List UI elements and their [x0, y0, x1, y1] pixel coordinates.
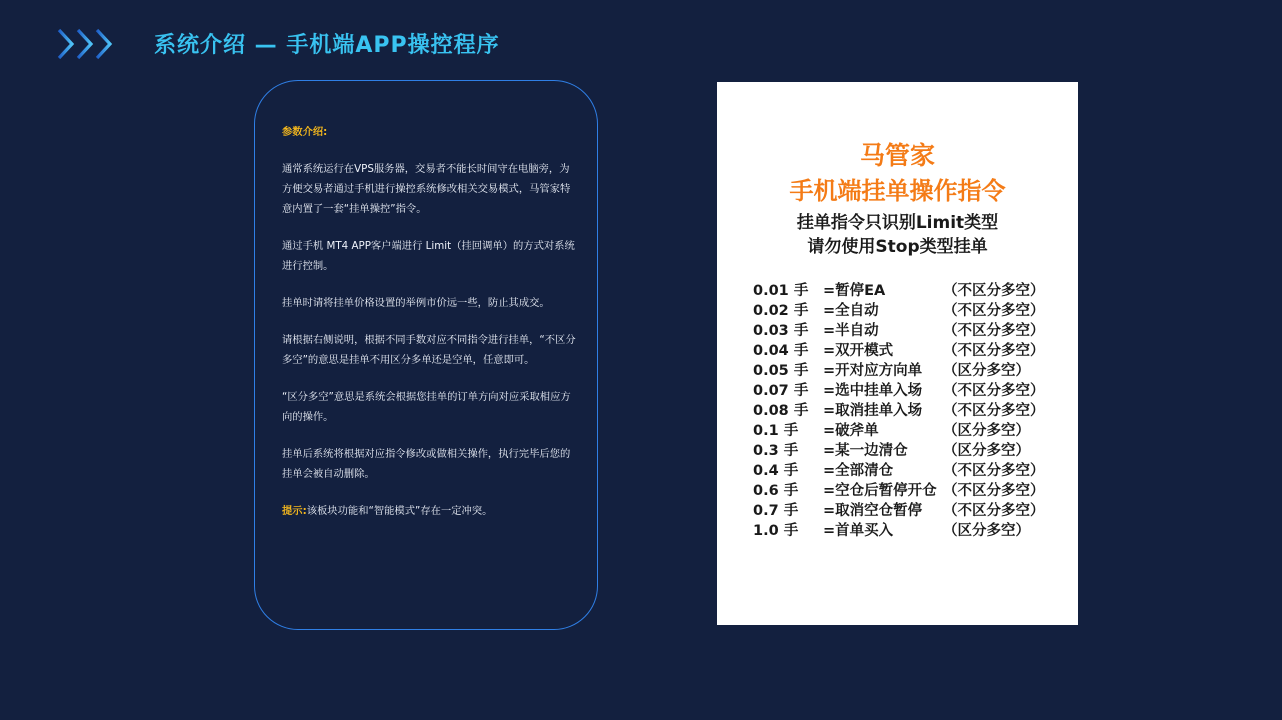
- command-row: [753, 319, 1073, 339]
- command-action: =开对应方向单: [823, 363, 923, 379]
- command-list: [753, 279, 1073, 539]
- panel-title: 马管家: [859, 141, 935, 170]
- command-panel-image: [717, 82, 1078, 625]
- command-action: =取消空仓暂停: [823, 503, 923, 519]
- command-direction: （不区分多空）: [943, 403, 1045, 419]
- command-row: [753, 419, 1073, 439]
- command-action: =取消挂单入场: [823, 403, 923, 419]
- command-row: [753, 519, 1073, 539]
- command-row: [753, 299, 1073, 319]
- command-lot: 0.1 手: [753, 423, 799, 439]
- panel-subtitle-2: 请勿使用Stop类型挂单: [807, 237, 988, 257]
- intro-paragraph: 通过手机 MT4 APP客户端进行 Limit（挂回调单）的方式对系统进行控制。: [282, 240, 575, 272]
- intro-paragraph: 挂单时请将挂单价格设置的举例市价远一些，防止其成交。: [282, 297, 550, 309]
- command-action: =空仓后暂停开仓: [823, 483, 937, 499]
- command-direction: （区分多空）: [943, 443, 1030, 459]
- command-row: [753, 459, 1073, 479]
- command-action: =某一边清仓: [823, 443, 908, 459]
- triple-chevron-right-icon: [56, 27, 120, 61]
- command-action: =半自动: [823, 323, 879, 339]
- panel-title-2: 手机端挂单操作指令: [789, 177, 1006, 205]
- command-action: =选中挂单入场: [823, 383, 923, 399]
- panel-subtitle: 挂单指令只识别Limit类型: [796, 213, 999, 233]
- command-lot: 0.4 手: [753, 463, 799, 479]
- command-row: [753, 399, 1073, 419]
- command-direction: （不区分多空）: [943, 283, 1045, 299]
- intro-paragraph: “区分多空”意思是系统会根据您挂单的订单方向对应采取相应方向的操作。: [282, 391, 571, 423]
- command-row: [753, 499, 1073, 519]
- command-direction: （不区分多空）: [943, 323, 1045, 339]
- command-lot: 0.02 手: [753, 303, 809, 319]
- command-lot: 1.0 手: [753, 523, 799, 539]
- command-lot: 0.05 手: [753, 363, 809, 379]
- intro-text: [282, 122, 577, 538]
- intro-heading: 参数介绍:: [282, 126, 328, 138]
- command-direction: （不区分多空）: [943, 303, 1045, 319]
- tip-label: 提示:: [282, 505, 307, 517]
- slide-title: 系统介绍 — 手机端APP操控程序: [154, 33, 500, 58]
- intro-paragraph: 挂单后系统将根据对应指令修改或做相关操作，执行完毕后您的挂单会被自动删除。: [282, 448, 571, 480]
- command-direction: （不区分多空）: [943, 483, 1045, 499]
- command-action: =全部清仓: [823, 463, 894, 479]
- command-lot: 0.04 手: [753, 343, 809, 359]
- command-lot: 0.6 手: [753, 483, 799, 499]
- intro-paragraph: 请根据右侧说明，根据不同手数对应不同指令进行挂单，“不区分多空”的意思是挂单不用区分多单还是空单，任意即可。: [282, 334, 576, 366]
- intro-tip: [282, 501, 577, 521]
- command-direction: （不区分多空）: [943, 383, 1045, 399]
- command-lot: 0.03 手: [753, 323, 809, 339]
- command-row: [753, 439, 1073, 459]
- command-direction: （区分多空）: [943, 523, 1030, 539]
- command-action: =全自动: [823, 303, 879, 319]
- command-row: [753, 359, 1073, 379]
- command-action: =暂停EA: [823, 283, 886, 299]
- command-action: =首单买入: [823, 523, 894, 539]
- command-direction: （不区分多空）: [943, 463, 1045, 479]
- command-direction: （不区分多空）: [943, 503, 1045, 519]
- command-row: [753, 339, 1073, 359]
- command-lot: 0.3 手: [753, 443, 799, 459]
- command-lot: 0.08 手: [753, 403, 809, 419]
- tip-text: 该板块功能和“智能模式”存在一定冲突。: [306, 505, 493, 517]
- command-row: [753, 379, 1073, 399]
- command-lot: 0.07 手: [753, 383, 809, 399]
- command-direction: （区分多空）: [943, 423, 1030, 439]
- command-row: [753, 279, 1073, 299]
- command-action: =破斧单: [823, 423, 879, 439]
- command-direction: （区分多空）: [943, 363, 1030, 379]
- command-row: [753, 479, 1073, 499]
- command-action: =双开模式: [823, 343, 894, 359]
- intro-paragraph: 通常系统运行在VPS服务器，交易者不能长时间守在电脑旁，为方便交易者通过手机进行操控系统修改相关交易模式，马管家特意内置了一套“挂单操控”指令。: [282, 163, 571, 215]
- command-lot: 0.01 手: [753, 283, 809, 299]
- command-lot: 0.7 手: [753, 503, 799, 519]
- command-direction: （不区分多空）: [943, 343, 1045, 359]
